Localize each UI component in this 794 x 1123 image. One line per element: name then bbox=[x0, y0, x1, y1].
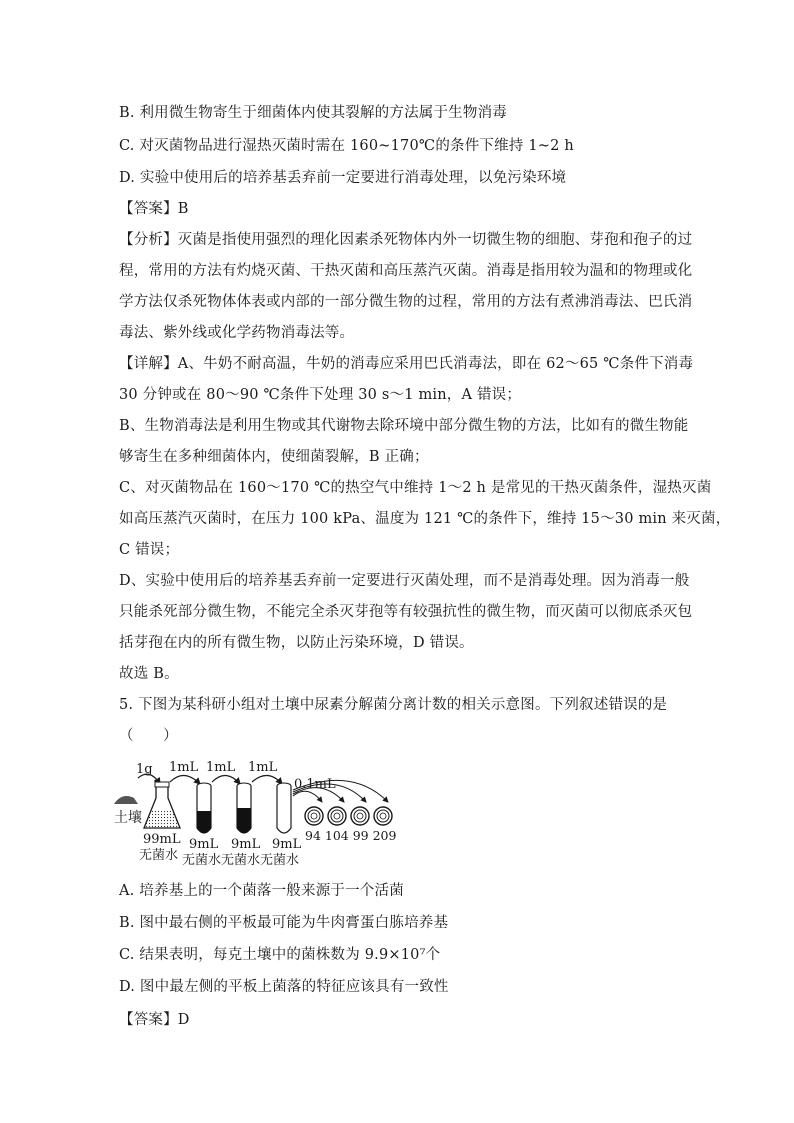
arrow-tube-1-to-tube-2 bbox=[212, 775, 240, 784]
arrow-to-plate-1 bbox=[293, 791, 322, 802]
option-5c: C. 结果表明，每克土壤中的菌株数为 9.9×10⁷个 bbox=[119, 947, 441, 963]
option-b-text: B. 利用微生物寄生于细菌体内使其裂解的方法属于生物消毒 bbox=[119, 105, 507, 121]
answer-label: 【答案】B bbox=[119, 201, 189, 217]
label-transfer-2: 1mL bbox=[206, 760, 236, 775]
detail-line-5: C、对灭菌物品在 160～170 ℃的热空气中维持 1～2 h 是常见的干热灭菌条件，湿热灭菌 bbox=[119, 480, 712, 496]
detail-line-6: 如高压蒸汽灭菌时，在压力 100 kPa、温度为 121 ℃的条件下，维持 15～30 min 来灭菌， bbox=[119, 511, 731, 527]
detail-line-3: B、生物消毒法是利用生物或其代谢物去除环境中部分微生物的方法，比如有的微生物能 bbox=[119, 418, 689, 434]
detail-line-8: D、实验中使用后的培养基丢弃前一定要进行灭菌处理，而不是消毒处理。因为消毒一般 bbox=[119, 573, 690, 589]
test-tube-2-icon bbox=[237, 783, 251, 833]
label-transfer-plate: 0.1mL bbox=[294, 777, 336, 792]
flask-icon bbox=[144, 782, 180, 828]
arrow-tube-2-to-tube-3 bbox=[252, 775, 282, 784]
label-transfer-1: 1mL bbox=[169, 760, 199, 775]
petri-plate-4-icon bbox=[374, 807, 392, 825]
petri-plate-1-icon bbox=[305, 807, 323, 825]
option-5d: D. 图中最左侧的平板上菌落的特征应该具有一致性 bbox=[119, 979, 449, 995]
label-tube-3-volume: 9mL bbox=[272, 837, 302, 852]
label-soil: 土壤 bbox=[114, 810, 142, 826]
answer-5-label: 【答案】D bbox=[119, 1012, 190, 1028]
label-1g: 1g bbox=[136, 762, 153, 777]
analysis-line-3: 学方法仅杀死物体体表或内部的一部分微生物的过程，常用的方法有煮沸消毒法、巴氏消 bbox=[119, 294, 693, 310]
option-5b: B. 图中最右侧的平板最可能为牛肉膏蛋白胨培养基 bbox=[119, 915, 449, 931]
question-5-blank: （ ） bbox=[119, 728, 178, 744]
conclusion-line: 故选 B。 bbox=[119, 666, 179, 682]
analysis-line-1: 【分析】灭菌是指使用强烈的理化因素杀死物体内外一切微生物的细胞、芽孢和孢子的过 bbox=[119, 232, 693, 248]
analysis-line-2: 程，常用的方法有灼烧灭菌、干热灭菌和高压蒸汽灭菌。消毒是指用较为温和的物理或化 bbox=[119, 263, 693, 279]
petri-plate-3-icon bbox=[351, 807, 369, 825]
detail-line-4: 够寄生在多种细菌体内，使细菌裂解，B 正确； bbox=[119, 449, 429, 465]
option-5a: A. 培养基上的一个菌落一般来源于一个活菌 bbox=[119, 883, 404, 899]
dilution-diagram bbox=[112, 756, 402, 868]
label-flask-water: 无菌水 bbox=[139, 848, 179, 863]
option-d-text: D. 实验中使用后的培养基丢弃前一定要进行消毒处理，以免污染环境 bbox=[119, 170, 567, 186]
detail-line-9: 只能杀死部分微生物，不能完全杀灭芽孢等有较强抗性的微生物，而灭菌可以彻底杀灭包 bbox=[119, 604, 693, 620]
detail-line-7: C 错误； bbox=[119, 542, 180, 558]
detail-line-10: 括芽孢在内的所有微生物，以防止污染环境，D 错误。 bbox=[119, 635, 474, 651]
petri-plate-2-icon bbox=[328, 807, 346, 825]
label-tube-2-volume: 9mL bbox=[231, 837, 261, 852]
arrow-flask-to-tube-1 bbox=[170, 775, 200, 784]
label-flask-volume: 99mL bbox=[143, 832, 181, 847]
detail-line-2: 30 分钟或在 80～90 ℃条件下处理 30 s～1 min，A 错误； bbox=[119, 387, 522, 403]
analysis-line-4: 毒法、紫外线或化学药物消毒法等。 bbox=[119, 325, 355, 341]
test-tube-3-icon bbox=[277, 783, 291, 833]
test-tube-1-icon bbox=[197, 783, 211, 833]
soil-pile-icon bbox=[114, 796, 138, 804]
label-tube-water: 无菌水无菌水无菌水 bbox=[182, 853, 300, 868]
question-5-stem: 5. 下图为某科研小组对土壤中尿素分解菌分离计数的相关示意图。下列叙述错误的是 bbox=[119, 697, 668, 713]
detail-line-1: 【详解】A、牛奶不耐高温，牛奶的消毒应采用巴氏消毒法，即在 62～65 ℃条件下消毒 bbox=[119, 356, 694, 372]
option-c-text: C. 对灭菌物品进行湿热灭菌时需在 160~170℃的条件下维持 1~2 h bbox=[119, 138, 574, 154]
label-transfer-3: 1mL bbox=[248, 760, 278, 775]
plate-counts: 94 104 99 209 bbox=[305, 828, 397, 843]
label-tube-1-volume: 9mL bbox=[189, 837, 219, 852]
